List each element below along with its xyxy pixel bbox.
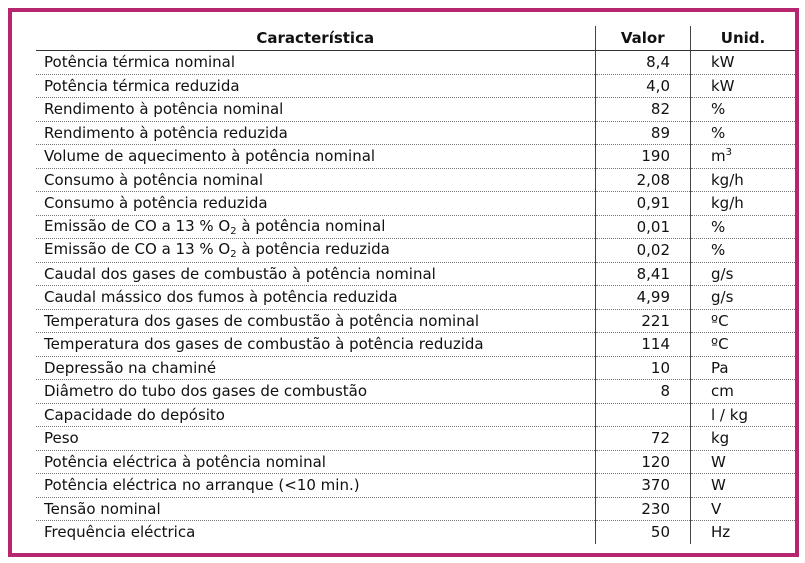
- row-value: 50: [595, 521, 690, 544]
- row-value: 10: [595, 356, 690, 380]
- row-unit: l / kg: [691, 403, 796, 427]
- row-unit: cm: [691, 380, 796, 404]
- row-unit: %: [691, 215, 796, 239]
- row-value: 190: [595, 145, 690, 169]
- row-unit: W: [691, 450, 796, 474]
- row-value: 2,08: [595, 168, 690, 192]
- row-label: Potência térmica nominal: [36, 51, 595, 75]
- row-value: 370: [595, 474, 690, 498]
- row-unit: g/s: [691, 286, 796, 310]
- table-header-row: [36, 26, 795, 51]
- table-row: [36, 403, 795, 427]
- row-value: 82: [595, 98, 690, 122]
- table-row: [36, 309, 795, 333]
- table-row: [36, 521, 795, 544]
- table-row: [36, 168, 795, 192]
- row-label: Consumo à potência reduzida: [36, 192, 595, 216]
- row-unit: V: [691, 497, 796, 521]
- table-row: [36, 474, 795, 498]
- row-unit: g/s: [691, 262, 796, 286]
- table-row: [36, 51, 795, 75]
- unit-base: m: [711, 147, 726, 166]
- table-row: [36, 192, 795, 216]
- row-label: Caudal dos gases de combustão à potência nominal: [36, 262, 595, 286]
- header-unid: Unid.: [691, 26, 796, 51]
- row-unit: kg: [691, 427, 796, 451]
- specifications-table: [36, 26, 795, 544]
- row-label: Volume de aquecimento à potência nominal: [36, 145, 595, 169]
- row-unit: %: [691, 98, 796, 122]
- row-unit: kW: [691, 51, 796, 75]
- row-unit: [691, 145, 796, 169]
- row-unit: ºC: [691, 333, 796, 357]
- row-label: Potência eléctrica no arranque (<10 min.): [36, 474, 595, 498]
- header-caracteristica: Característica: [36, 26, 595, 51]
- label-subscript: 2: [230, 225, 237, 237]
- label-part: Emissão de CO a 13 % O: [44, 216, 231, 235]
- row-unit: kW: [691, 74, 796, 98]
- row-label: [36, 239, 595, 263]
- row-label: Consumo à potência nominal: [36, 168, 595, 192]
- row-unit: Hz: [711, 523, 731, 542]
- row-unit: %: [691, 239, 796, 263]
- label-part: Emissão de CO a 13 % O: [44, 240, 231, 259]
- table-frame: [8, 8, 799, 557]
- row-label: Depressão na chaminé: [36, 356, 595, 380]
- row-unit: kg/h: [691, 168, 796, 192]
- row-value: 0,02: [595, 239, 690, 263]
- row-unit: ºC: [691, 309, 796, 333]
- table-row: [36, 450, 795, 474]
- row-value: 89: [595, 121, 690, 145]
- table-row: [36, 380, 795, 404]
- table-row: [36, 215, 795, 239]
- row-value: 230: [595, 497, 690, 521]
- row-value: 4,0: [595, 74, 690, 98]
- table-row: [36, 98, 795, 122]
- row-label: [36, 215, 595, 239]
- header-valor: Valor: [595, 26, 690, 51]
- row-label: Caudal mássico dos fumos à potência reduzida: [36, 286, 595, 310]
- table-row: [36, 497, 795, 521]
- row-value: 8,4: [595, 51, 690, 75]
- row-label: Capacidade do depósito: [36, 403, 595, 427]
- row-value: 114: [595, 333, 690, 357]
- row-label: Potência eléctrica à potência nominal: [36, 450, 595, 474]
- row-unit: W: [691, 474, 796, 498]
- row-unit: kg/h: [691, 192, 796, 216]
- row-label: Frequência eléctrica: [44, 523, 196, 542]
- row-label: Potência térmica reduzida: [36, 74, 595, 98]
- table-row: [36, 333, 795, 357]
- row-label: Rendimento à potência reduzida: [36, 121, 595, 145]
- row-value: 120: [595, 450, 690, 474]
- table-row: [36, 74, 795, 98]
- row-unit: %: [691, 121, 796, 145]
- table-row: [36, 262, 795, 286]
- row-value: 72: [595, 427, 690, 451]
- unit-superscript: 3: [725, 147, 732, 159]
- row-label: Temperatura dos gases de combustão à potência nominal: [36, 309, 595, 333]
- row-label: Diâmetro do tubo dos gases de combustão: [36, 380, 595, 404]
- row-label: Rendimento à potência nominal: [36, 98, 595, 122]
- row-value: 8,41: [595, 262, 690, 286]
- label-part: à potência reduzida: [236, 240, 390, 259]
- row-label: Temperatura dos gases de combustão à potência reduzida: [36, 333, 595, 357]
- row-value: 221: [595, 309, 690, 333]
- row-value: 0,01: [595, 215, 690, 239]
- table-row: [36, 427, 795, 451]
- row-label: Tensão nominal: [36, 497, 595, 521]
- label-subscript: 2: [230, 249, 237, 261]
- row-value: 8: [595, 380, 690, 404]
- table-row: [36, 121, 795, 145]
- label-part: à potência nominal: [236, 216, 386, 235]
- row-value: 0,91: [595, 192, 690, 216]
- table-row: [36, 356, 795, 380]
- row-unit: Pa: [691, 356, 796, 380]
- row-label: Peso: [36, 427, 595, 451]
- row-value: 4,99: [595, 286, 690, 310]
- table-row: [36, 239, 795, 263]
- row-value: [595, 403, 690, 427]
- table-row: [36, 286, 795, 310]
- table-row: [36, 145, 795, 169]
